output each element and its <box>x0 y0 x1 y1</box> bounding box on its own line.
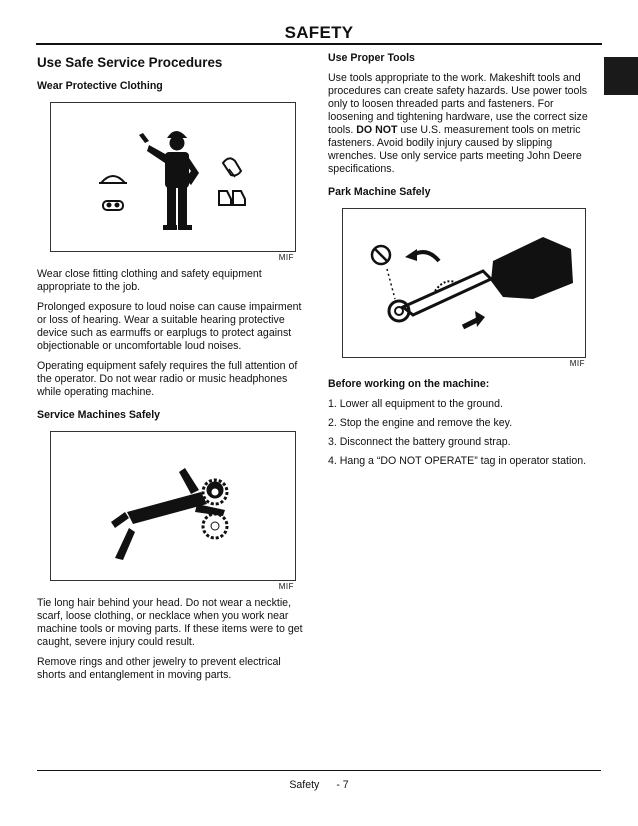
figure-label: MIF <box>569 359 585 368</box>
park-machine-figure <box>342 208 586 358</box>
right-column <box>328 52 600 474</box>
paragraph: Prolonged exposure to loud noise can cause impairment or loss of hearing. Wear a suitable hearing protective device such as earmuffs or earplugs to protect against objectionable or uncomfortable loud noises. <box>37 301 302 352</box>
paragraph: Tie long hair behind your head. Do not wear a necktie, scarf, loose clothing, or necklace when you work near machine tools or moving parts. If these items were to get caught, severe injury could result. <box>37 597 303 648</box>
page-footer <box>0 779 638 791</box>
list-item: 1. Lower all equipment to the ground. <box>328 398 503 410</box>
key-removal-illustration <box>343 209 585 357</box>
paragraph: Wear close fitting clothing and safety equipment appropriate to the job. <box>37 268 262 293</box>
proper-tools-paragraph: Use tools appropriate to the work. Makeshift tools and procedures can create safety hazards. Use power tools only to loosen threaded parts and fasteners. For loosening and tightening hardware, use the correct size tools. DO NOT use U.S. measurement tools on metric fasteners. Avoid bodily injury caused by slipping wrenches. Use only service parts meeting John Deere specifications. <box>328 72 588 175</box>
figure-label: MIF <box>278 582 294 591</box>
subheading-protective-clothing: Wear Protective Clothing <box>37 80 163 92</box>
header-divider <box>36 43 602 45</box>
subheading-proper-tools: Use Proper Tools <box>328 52 415 64</box>
page-number: - 7 <box>336 779 349 791</box>
figure-label: MIF <box>278 253 294 262</box>
section-tab <box>604 57 638 95</box>
page-title: SAFETY <box>284 23 354 42</box>
paragraph: Operating equipment safely requires the full attention of the operator. Do not wear radio or music headphones while operating machine. <box>37 360 298 398</box>
protective-clothing-figure <box>50 102 296 252</box>
subheading-service-machines: Service Machines Safely <box>37 409 161 421</box>
subheading-park-machine: Park Machine Safely <box>328 186 431 198</box>
left-column <box>37 52 307 689</box>
entanglement-figure <box>50 431 296 581</box>
list-item: 2. Stop the engine and remove the key. <box>328 417 513 429</box>
steps-list <box>328 398 600 468</box>
paragraph: Remove rings and other jewelry to prevent electrical shorts and entanglement in moving parts. <box>37 656 281 681</box>
worker-with-gear-illustration <box>51 103 295 251</box>
footer-divider <box>37 770 601 771</box>
list-item: 3. Disconnect the battery ground strap. <box>328 436 511 448</box>
person-caught-in-gears-illustration <box>51 432 295 580</box>
footer-section: Safety <box>289 779 320 791</box>
emphasis-do-not: DO NOT <box>356 124 398 136</box>
list-item: 4. Hang a “DO NOT OPERATE” tag in operator station. <box>328 455 587 467</box>
steps-heading: Before working on the machine: <box>328 378 490 390</box>
section-heading: Use Safe Service Procedures <box>37 55 223 70</box>
